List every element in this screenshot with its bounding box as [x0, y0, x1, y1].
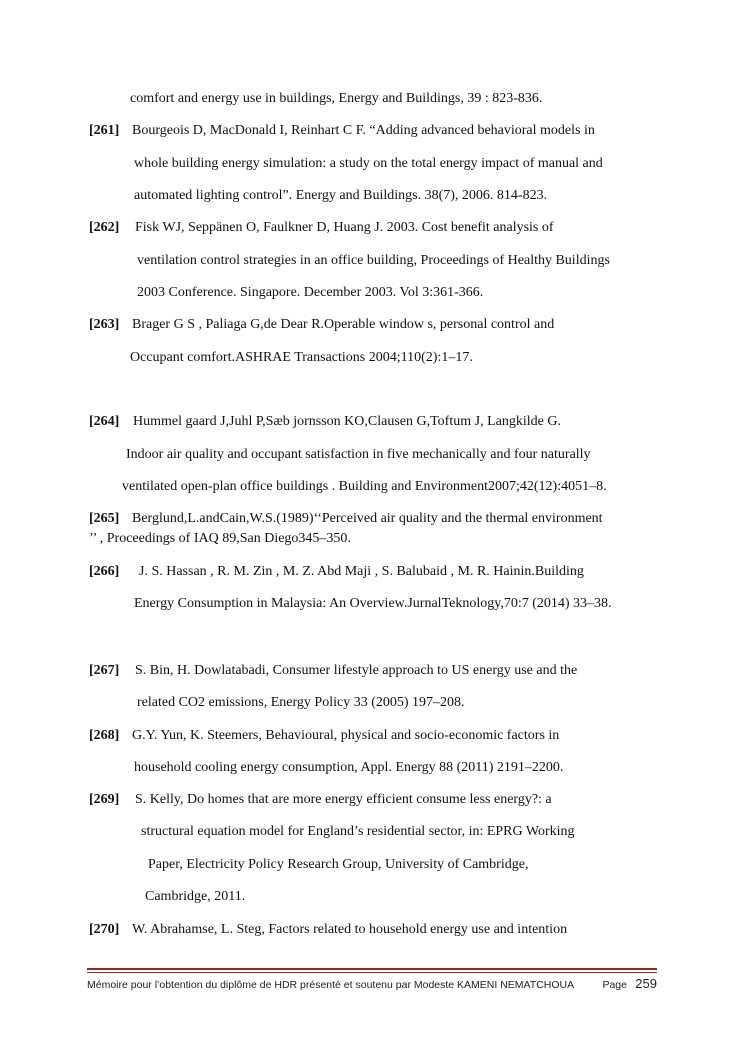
reference-266-line-1: J. S. Hassan , R. M. Zin , M. Z. Abd Maji , S. Balubaid , M. R. Hainin.Building — [139, 564, 584, 579]
footer-rule-thick — [87, 968, 657, 970]
reference-261-number: [261] — [89, 123, 120, 138]
reference-268-line-2: household cooling energy consumption, Appl. Energy 88 (2011) 2191–2200. — [134, 760, 564, 775]
reference-264-line-1: Hummel gaard J,Juhl P,Sæb jornsson KO,Clausen G,Toftum J, Langkilde G. — [133, 414, 561, 429]
reference-261-line-3: automated lighting control”. Energy and Buildings. 38(7), 2006. 814-823. — [134, 188, 548, 203]
reference-264-line-3: ventilated open-plan office buildings . Building and Environment2007;42(12):4051–8. — [122, 479, 607, 494]
reference-266-number: [266] — [89, 564, 120, 579]
footer-text: Mémoire pour l’obtention du diplôme de HDR présenté et soutenu par Modeste KAMENI NEMATCHOUA — [87, 979, 575, 991]
reference-261-line-1: Bourgeois D, MacDonald I, Reinhart C F. “Adding advanced behavioral models in — [132, 123, 595, 138]
reference-267-line-2: related CO2 emissions, Energy Policy 33 (2005) 197–208. — [137, 695, 465, 710]
page-footer — [87, 978, 657, 992]
reference-264-line-2: Indoor air quality and occupant satisfaction in five mechanically and four naturally — [126, 447, 591, 462]
reference-260-continuation: comfort and energy use in buildings, Energy and Buildings, 39 : 823-836. — [130, 91, 543, 106]
reference-262-line-2: ventilation control strategies in an office building, Proceedings of Healthy Buildings — [137, 253, 610, 268]
reference-262-line-1: Fisk WJ, Seppänen O, Faulkner D, Huang J. 2003. Cost benefit analysis of — [135, 220, 554, 235]
footer-page-number: 259 — [635, 976, 657, 991]
reference-263-number: [263] — [89, 317, 120, 332]
reference-267-number: [267] — [89, 663, 120, 678]
reference-267-line-1: S. Bin, H. Dowlatabadi, Consumer lifestyle approach to US energy use and the — [135, 663, 578, 678]
reference-262-number: [262] — [89, 220, 120, 235]
reference-261-line-2: whole building energy simulation: a study on the total energy impact of manual and — [134, 156, 603, 171]
reference-269-line-3: Paper, Electricity Policy Research Group, University of Cambridge, — [148, 857, 529, 872]
reference-265-line-1: Berglund,L.andCain,W.S.(1989)‘‘Perceived air quality and the thermal environment — [132, 511, 603, 526]
reference-269-line-4: Cambridge, 2011. — [145, 889, 246, 904]
reference-263-line-2: Occupant comfort.ASHRAE Transactions 2004;110(2):1–17. — [130, 350, 473, 365]
reference-266-line-2: Energy Consumption in Malaysia: An Overview.JurnalTeknology,70:7 (2014) 33–38. — [134, 596, 612, 611]
footer-rule-thin — [87, 972, 657, 973]
reference-270-line-1: W. Abrahamse, L. Steg, Factors related to household energy use and intention — [132, 922, 568, 937]
reference-264-number: [264] — [89, 414, 120, 429]
reference-265-number: [265] — [89, 511, 120, 526]
reference-269-line-2: structural equation model for England’s residential sector, in: EPRG Working — [141, 824, 575, 839]
reference-263-line-1: Brager G S , Paliaga G,de Dear R.Operable window s, personal control and — [132, 317, 555, 332]
footer-page-label: Page — [602, 979, 627, 991]
reference-265-line-2: ’’ , Proceedings of IAQ 89,San Diego345–350. — [89, 531, 351, 546]
reference-269-number: [269] — [89, 792, 120, 807]
reference-262-line-3: 2003 Conference. Singapore. December 2003. Vol 3:361-366. — [137, 285, 484, 300]
reference-268-number: [268] — [89, 728, 120, 743]
reference-268-line-1: G.Y. Yun, K. Steemers, Behavioural, physical and socio-economic factors in — [132, 728, 560, 743]
reference-269-line-1: S. Kelly, Do homes that are more energy efficient consume less energy?: a — [135, 792, 552, 807]
reference-270-number: [270] — [89, 922, 120, 937]
